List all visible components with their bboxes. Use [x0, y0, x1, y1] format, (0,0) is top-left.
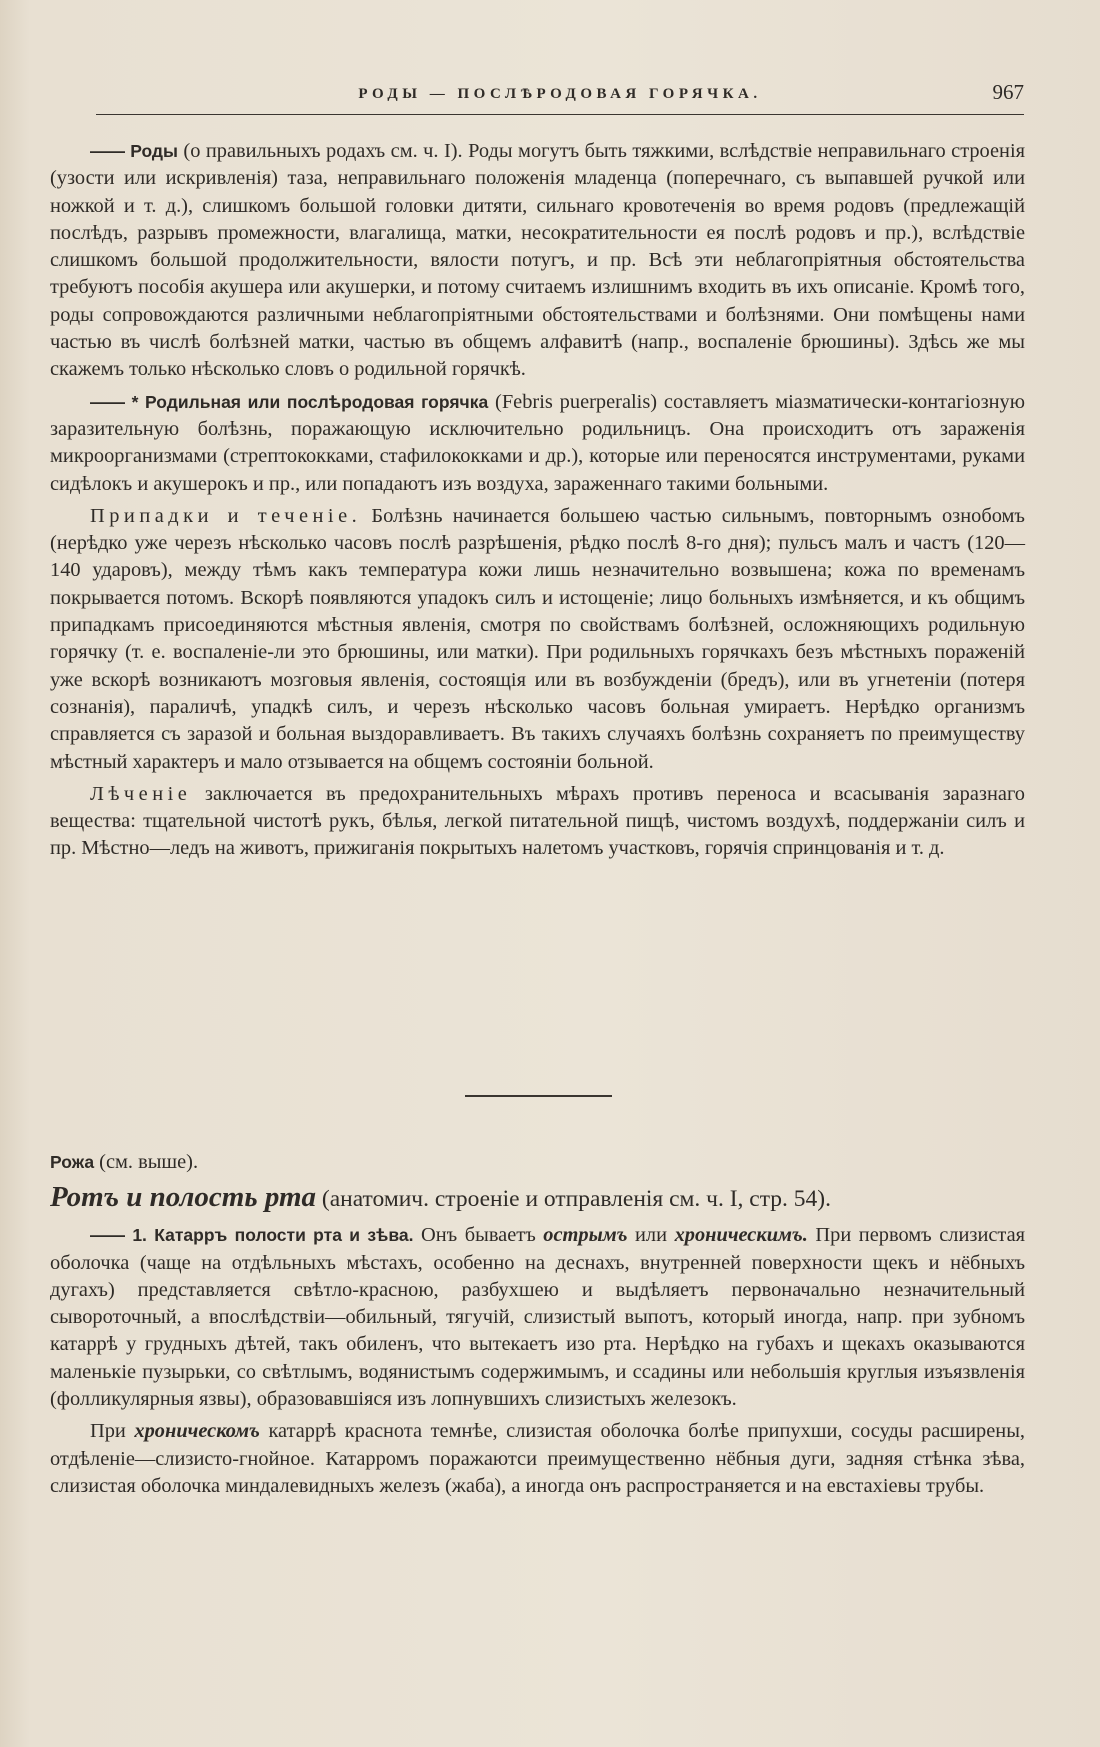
paragraph-puerperal-fever [50, 389, 1025, 498]
paragraph-text: катаррѣ краснота темнѣе, слизистая оболочка болѣе припухши, сосуды расширены, отдѣленіе—слизисто-гнойное. Катарромъ поражаютси преимущественно нёбныя дуги, задняя стѣнка зѣва, слизистая оболочка миндалевидныхъ железъ (жаба), а иногда онъ распространяется и на евстахіевы трубы. [50, 1420, 1025, 1497]
entry-title-rody: —— Роды [90, 141, 178, 161]
paragraph-text: При первомъ слизистая оболочка (чаще на отдѣльныхъ мѣстахъ, особенно на деснахъ, внутренней поверхности щекъ и нёбныхъ дугахъ) представляется свѣтло-красною, разбухшею и выдѣляетъ первоначально незначительный сывороточный, а впослѣдствіи—обильный, тягучій, слизистый выпотъ, который иногда, напр. при зубномъ катаррѣ у грудныхъ дѣтей, такъ обиленъ, что вытекаетъ изо рта. Нерѣдко на губахъ и щекахъ оказываются маленькіе пузырьки, со свѣтлымъ, водянистымъ содержимымъ, и ссадины или небольшія круглыя изъязвленія (фолликулярныя язвы), образовавшіяся изъ лопнувшихъ слизистыхъ железокъ. [50, 1224, 1025, 1411]
section-childbirth [50, 138, 1025, 868]
section-heading-mouth [50, 1181, 1025, 1216]
emphasis-chronic: хроническимъ. [674, 1224, 808, 1247]
paragraph-text: (см. выше). [94, 1151, 199, 1173]
paragraph-text: Онъ бываетъ [413, 1224, 544, 1247]
paragraph-text: или [627, 1224, 675, 1247]
paragraph-text: При [90, 1420, 135, 1443]
paragraph-rozha [50, 1149, 1025, 1176]
page-header [96, 80, 1024, 115]
paragraph-text: (о правильныхъ родахъ см. ч. I). Роды могутъ быть тяжкими, вслѣдствіе неправильнаго строенія (узости или искривленія) таза, неправильнаго положенія младенца (поперечнаго, съ выпавшей ручкой или ножкой и т. д.), слишкомъ большой головки дитяти, сильнаго кровотеченія во время родовъ (предлежащій послѣдъ, разрывъ промежности, влагалища, матки, несократительности ея послѣ родовъ и пр.), вслѣдствіе слишкомъ большой продолжительности, вялости потугъ, и пр. Всѣ эти неблагопріятныя обстоятельства требуютъ пособія акушера или акушерки, и потому считаемъ излишнимъ входить въ ихъ описаніе. Кромѣ того, роды сопровождаются различными неблагопріятными обстоятельствами и болѣзнями. Они помѣщены нами частью въ числѣ болѣзней матки, частью въ общемъ алфавитѣ (напр., воспаленіе брюшины). Здѣсь же мы скажемъ только нѣсколько словъ о родильной горячкѣ. [50, 140, 1025, 381]
paragraph-rody [50, 138, 1025, 384]
paragraph-text: заключается въ предохранительныхъ мѣрахъ противъ переноса и всасыванія заразнаго вещества: тщательной чистотѣ рукъ, бѣлья, легкой питательной пищѣ, чистомъ воздухѣ, поддержаніи силъ и пр. Мѣстно—ледъ на животъ, прижиганія покрытыхъ налетомъ участковъ, горячія спринцованія и т. д. [50, 782, 1025, 860]
page-number: 967 [992, 80, 1024, 104]
paragraph-chronic-catarrh [50, 1418, 1025, 1500]
section-title: Ротъ и полость рта [50, 1181, 317, 1214]
emphasis-acute: острымъ [543, 1224, 628, 1247]
subheading-treatment: Лѣченіе [90, 782, 192, 805]
section-heading-note: (анатомич. строеніе и отправленія см. ч. I, стр. 54). [316, 1186, 831, 1213]
paragraph-symptoms [50, 503, 1025, 776]
entry-title-rozha: Рожа [50, 1152, 95, 1172]
section-mouth [50, 1149, 1025, 1505]
paragraph-text: Болѣзнь начинается большею частью сильнымъ, повторнымъ ознобомъ (нерѣдко уже черезъ нѣсколько часовъ послѣ разрѣшенія, рѣдко послѣ 8-го дня); пульсъ малъ и частъ (120—140 ударовъ), между тѣмъ какъ температура кожи лишь незначительно возвышена; кожа по временамъ покрывается потомъ. Вскорѣ появляются упадокъ силъ и истощеніе; лицо больныхъ измѣняется, и къ общимъ припадкамъ присоединяются мѣстныя явленія, смотря по свойствамъ болѣзней, осложняющихъ родильную горячку (т. е. воспаленіе-ли это брюшины, или матки). При родильныхъ горячкахъ безъ мѣстныхъ пораженій уже вскорѣ возникаютъ мозговыя явленія, состоящія или въ возбужденіи (бредъ), или въ угнетеніи (потеря сознанія), параличѣ, упадкѣ силъ, и черезъ нѣсколько часовъ больная умираетъ. Нерѣдко организмъ справляется съ заразой и больная выздоравливаетъ. Въ такихъ случаяхъ болѣзнь сохраняетъ по преимуществу мѣстный характеръ и мало отзывается на общемъ состояніи больной. [50, 504, 1025, 773]
emphasis-chronic-case: хроническомъ [134, 1420, 260, 1443]
paragraph-catarrh [50, 1222, 1025, 1413]
section-divider [465, 1095, 612, 1097]
entry-title-catarrh: —— 1. Катарръ полости рта и зѣва. [90, 1225, 414, 1246]
paragraph-text: (Febris puerperalis) составляетъ міазматически-контагіозную заразительную болѣзнь, поражающую исключительно родильницъ. Она происходитъ отъ зараженія микроорганизмами (стрептококками, стафилококками и др.), которые или переносятся инструментами, руками сидѣлокъ и акушерокъ и пр., или попадаютъ изъ воздуха, зараженнаго такими больными. [50, 390, 1025, 495]
running-title: РОДЫ — ПОСЛѢРОДОВАЯ ГОРЯЧКА. [358, 86, 762, 102]
paragraph-treatment [50, 781, 1025, 863]
entry-title-puerperal-fever: —— * Родильная или послѣродовая горячка [90, 391, 489, 412]
subheading-symptoms: Припадки и теченіе. [90, 504, 362, 527]
